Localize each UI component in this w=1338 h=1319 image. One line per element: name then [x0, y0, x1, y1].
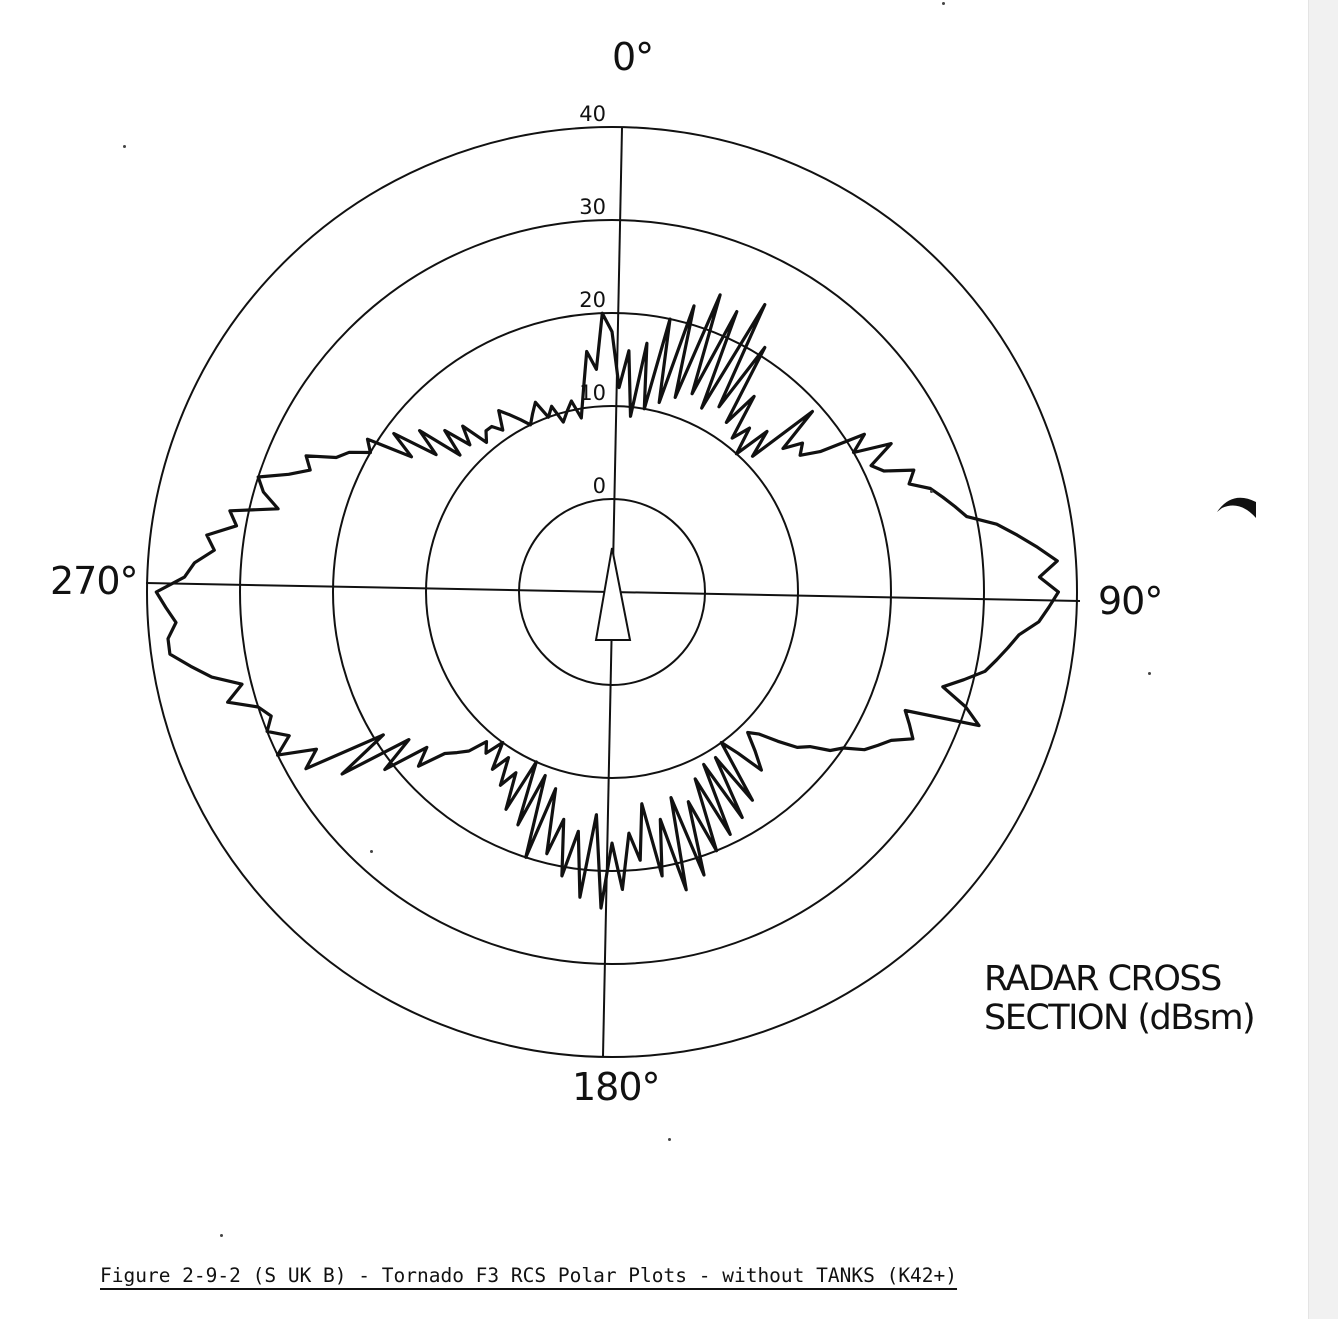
aircraft-icon — [596, 548, 630, 640]
radial-tick-label: 30 — [579, 195, 606, 219]
radial-axis-label-line2: SECTION (dBsm) — [984, 998, 1255, 1038]
radial-tick-label: 10 — [579, 381, 606, 405]
scan-speck — [1148, 672, 1151, 675]
radial-axis-label — [984, 960, 1284, 1038]
radial-tick-label: 0 — [592, 474, 606, 498]
angle-label-180: 180° — [572, 1065, 660, 1109]
radial-tick-label: 40 — [579, 102, 606, 126]
scan-speck — [930, 490, 933, 493]
angle-label-0: 0° — [612, 35, 654, 79]
radial-axis-label-line1: RADAR CROSS — [984, 959, 1221, 999]
scan-speck — [370, 850, 373, 853]
radial-tick-labels — [579, 102, 606, 498]
scan-speck — [668, 1138, 671, 1141]
scan-speck — [123, 145, 126, 148]
scan-speck — [220, 1234, 223, 1237]
scan-mark — [1214, 488, 1260, 522]
radial-tick-label: 20 — [579, 288, 606, 312]
angle-label-90: 90° — [1098, 579, 1163, 623]
angle-label-270: 270° — [50, 559, 138, 603]
scan-speck — [942, 2, 945, 5]
figure-caption: Figure 2-9-2 (S UK B) - Tornado F3 RCS Polar Plots - without TANKS (K42+) — [100, 1264, 958, 1287]
